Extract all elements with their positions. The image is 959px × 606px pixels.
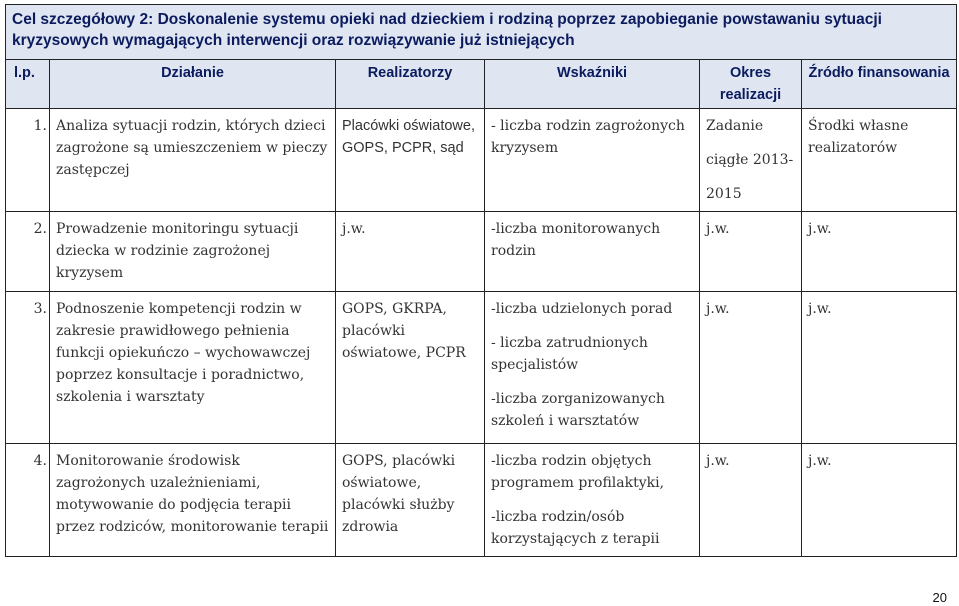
table-row xyxy=(6,109,957,212)
row-number: 4. xyxy=(6,444,50,557)
row-indicators xyxy=(485,212,700,292)
period-line: Zadanie xyxy=(706,118,764,134)
indicator-item: -liczba udzielonych porad xyxy=(491,301,673,317)
row-indicators xyxy=(485,292,700,444)
row-number: 2. xyxy=(6,212,50,292)
col-lp: l.p. xyxy=(6,60,50,109)
col-funding: Źródło finansowania xyxy=(802,60,957,109)
row-implementers: GOPS, placówki oświatowe, placówki służby zdrowia xyxy=(336,444,485,557)
programme-table xyxy=(5,4,957,557)
goal-heading: Cel szczegółowy 2: Doskonalenie systemu opieki nad dzieckiem i rodziną poprzez zapobieganie powstawaniu sytuacji kryzysowych wymagających interwencji oraz rozwiązywanie już istniejących xyxy=(6,5,957,60)
col-implementers: Realizatorzy xyxy=(336,60,485,109)
column-header-row xyxy=(6,60,957,109)
table-row xyxy=(6,212,957,292)
table-row xyxy=(6,444,957,557)
page-number: 20 xyxy=(932,590,947,605)
row-number: 3. xyxy=(6,292,50,444)
row-action: Prowadzenie monitoringu sytuacji dziecka w rodzinie zagrożonej kryzysem xyxy=(50,212,336,292)
row-period: j.w. xyxy=(700,292,802,444)
indicator-item: - liczba rodzin zagrożonych kryzysem xyxy=(491,118,685,156)
goal-row xyxy=(6,5,957,60)
row-period: j.w. xyxy=(700,212,802,292)
period-line: 2015 xyxy=(706,186,742,202)
col-period: Okres realizacji xyxy=(700,60,802,109)
row-implementers: j.w. xyxy=(336,212,485,292)
row-funding: j.w. xyxy=(802,292,957,444)
row-funding: j.w. xyxy=(802,212,957,292)
indicator-item: -liczba zorganizowanych szkoleń i warsztatów xyxy=(491,391,665,429)
row-funding: Środki własne realizatorów xyxy=(802,109,957,212)
row-action: Podnoszenie kompetencji rodzin w zakresie prawidłowego pełnienia funkcji opiekuńczo – wychowawczej poprzez konsultacje i poradnictwo, szkolenia i warsztaty xyxy=(50,292,336,444)
row-period: j.w. xyxy=(700,444,802,557)
row-action: Monitorowanie środowisk zagrożonych uzależnieniami, motywowanie do podjęcia terapii przez rodziców, monitorowanie terapii xyxy=(50,444,336,557)
row-number: 1. xyxy=(6,109,50,212)
row-funding: j.w. xyxy=(802,444,957,557)
col-indicators: Wskaźniki xyxy=(485,60,700,109)
indicator-item: -liczba monitorowanych rodzin xyxy=(491,221,661,259)
indicator-item: -liczba rodzin/osób korzystających z terapii xyxy=(491,509,660,547)
row-action: Analiza sytuacji rodzin, których dzieci zagrożone są umieszczeniem w pieczy zastępczej xyxy=(50,109,336,212)
row-implementers: Placówki oświatowe, GOPS, PCPR, sąd xyxy=(336,109,485,212)
row-indicators xyxy=(485,444,700,557)
indicator-item: - liczba zatrudnionych specjalistów xyxy=(491,335,648,373)
col-action: Działanie xyxy=(50,60,336,109)
row-period xyxy=(700,109,802,212)
period-line: ciągłe 2013- xyxy=(706,152,794,168)
indicator-item: -liczba rodzin objętych programem profilaktyki, xyxy=(491,453,665,491)
row-implementers: GOPS, GKRPA, placówki oświatowe, PCPR xyxy=(336,292,485,444)
row-indicators xyxy=(485,109,700,212)
table-row xyxy=(6,292,957,444)
